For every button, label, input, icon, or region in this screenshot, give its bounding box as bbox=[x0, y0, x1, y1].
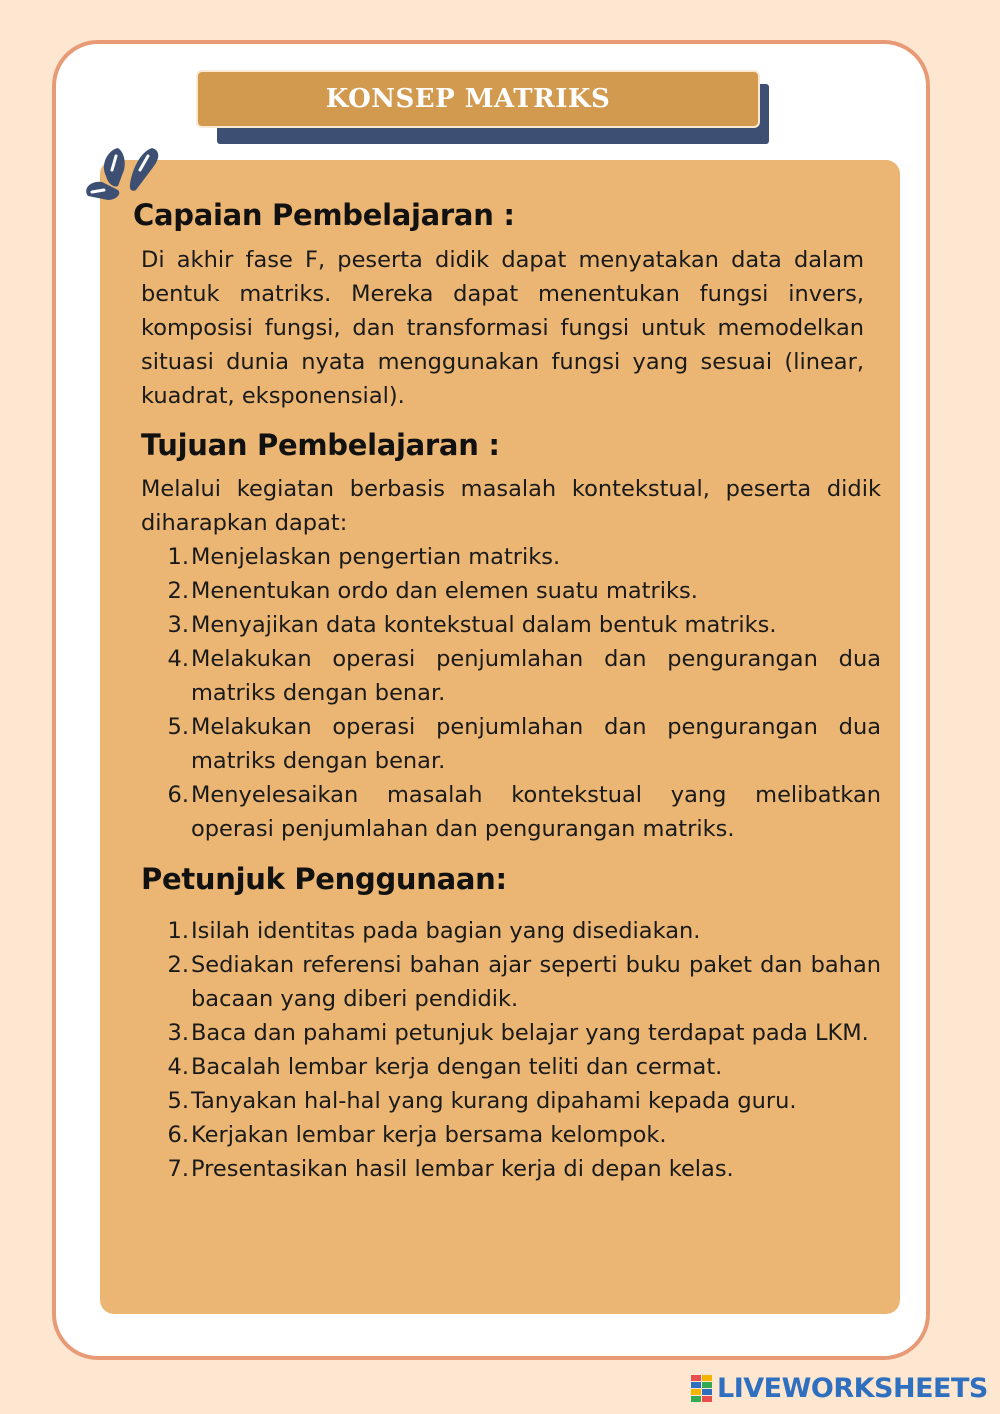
list-item-text: Tanyakan hal-hal yang kurang dipahami kepada guru. bbox=[191, 1088, 797, 1114]
list-item bbox=[133, 1118, 881, 1152]
title-banner bbox=[196, 70, 760, 128]
list-item bbox=[133, 574, 881, 608]
list-item-text: Menentukan ordo dan elemen suatu matriks. bbox=[191, 578, 698, 604]
brand-footer[interactable] bbox=[691, 1373, 988, 1404]
list-item-number: 2. bbox=[167, 952, 189, 978]
list-item bbox=[133, 778, 881, 846]
list-item-text: Menyelesaikan masalah kontekstual yang melibatkan operasi penjumlahan dan pengurangan matriks. bbox=[191, 782, 881, 842]
capaian-paragraph: Di akhir fase F, peserta didik dapat menyatakan data dalam bentuk matriks. Mereka dapat menentukan fungsi invers, komposisi fungsi, dan transformasi fungsi untuk memodelkan situasi dunia nyata menggunakan fungsi yang sesuai (linear, kuadrat, eksponensial). bbox=[141, 247, 864, 409]
tujuan-intro: Melalui kegiatan berbasis masalah kontekstual, peserta didik diharapkan dapat: bbox=[141, 476, 881, 536]
list-item-number: 3. bbox=[167, 1020, 189, 1046]
list-item bbox=[133, 914, 881, 948]
page-title: KONSEP MATRIKS bbox=[325, 84, 611, 114]
brand-name: LIVEWORKSHEETS bbox=[717, 1373, 988, 1404]
tujuan-heading: Tujuan Pembelajaran : bbox=[141, 428, 500, 462]
list-item-text: Presentasikan hasil lembar kerja di depan kelas. bbox=[191, 1156, 734, 1182]
list-item-text: Isilah identitas pada bagian yang disediakan. bbox=[191, 918, 701, 944]
list-item-text: Bacalah lembar kerja dengan teliti dan cermat. bbox=[191, 1054, 723, 1080]
list-item-text: Melakukan operasi penjumlahan dan pengurangan dua matriks dengan benar. bbox=[191, 714, 881, 774]
list-item bbox=[133, 608, 881, 642]
list-item-number: 5. bbox=[167, 1088, 189, 1114]
capaian-heading: Capaian Pembelajaran : bbox=[133, 198, 515, 232]
petunjuk-heading: Petunjuk Penggunaan: bbox=[141, 862, 507, 896]
list-item-number: 1. bbox=[167, 918, 189, 944]
list-item bbox=[133, 540, 881, 574]
list-item bbox=[133, 710, 881, 778]
liveworksheets-logo-icon bbox=[691, 1375, 713, 1403]
list-item-text: Sediakan referensi bahan ajar seperti buku paket dan bahan bacaan yang diberi pendidik. bbox=[191, 952, 881, 1012]
list-item-number: 2. bbox=[167, 578, 189, 604]
list-item bbox=[133, 1016, 881, 1050]
list-item-number: 4. bbox=[167, 646, 189, 672]
list-item-number: 6. bbox=[167, 1122, 189, 1148]
list-item bbox=[133, 1050, 881, 1084]
list-item-text: Kerjakan lembar kerja bersama kelompok. bbox=[191, 1122, 667, 1148]
list-item-number: 5. bbox=[167, 714, 189, 740]
list-item-text: Menjelaskan pengertian matriks. bbox=[191, 544, 561, 570]
list-item bbox=[133, 1152, 881, 1186]
list-item-text: Menyajikan data kontekstual dalam bentuk matriks. bbox=[191, 612, 777, 638]
list-item-number: 7. bbox=[167, 1156, 189, 1182]
list-item-number: 1. bbox=[167, 544, 189, 570]
list-item-text: Melakukan operasi penjumlahan dan pengurangan dua matriks dengan benar. bbox=[191, 646, 881, 706]
petunjuk-list bbox=[133, 914, 881, 1186]
tujuan-list bbox=[133, 540, 881, 846]
list-item bbox=[133, 1084, 881, 1118]
list-item-number: 4. bbox=[167, 1054, 189, 1080]
list-item bbox=[133, 948, 881, 1016]
list-item-text: Baca dan pahami petunjuk belajar yang terdapat pada LKM. bbox=[191, 1020, 869, 1046]
list-item-number: 6. bbox=[167, 782, 189, 808]
list-item bbox=[133, 642, 881, 710]
list-item-number: 3. bbox=[167, 612, 189, 638]
